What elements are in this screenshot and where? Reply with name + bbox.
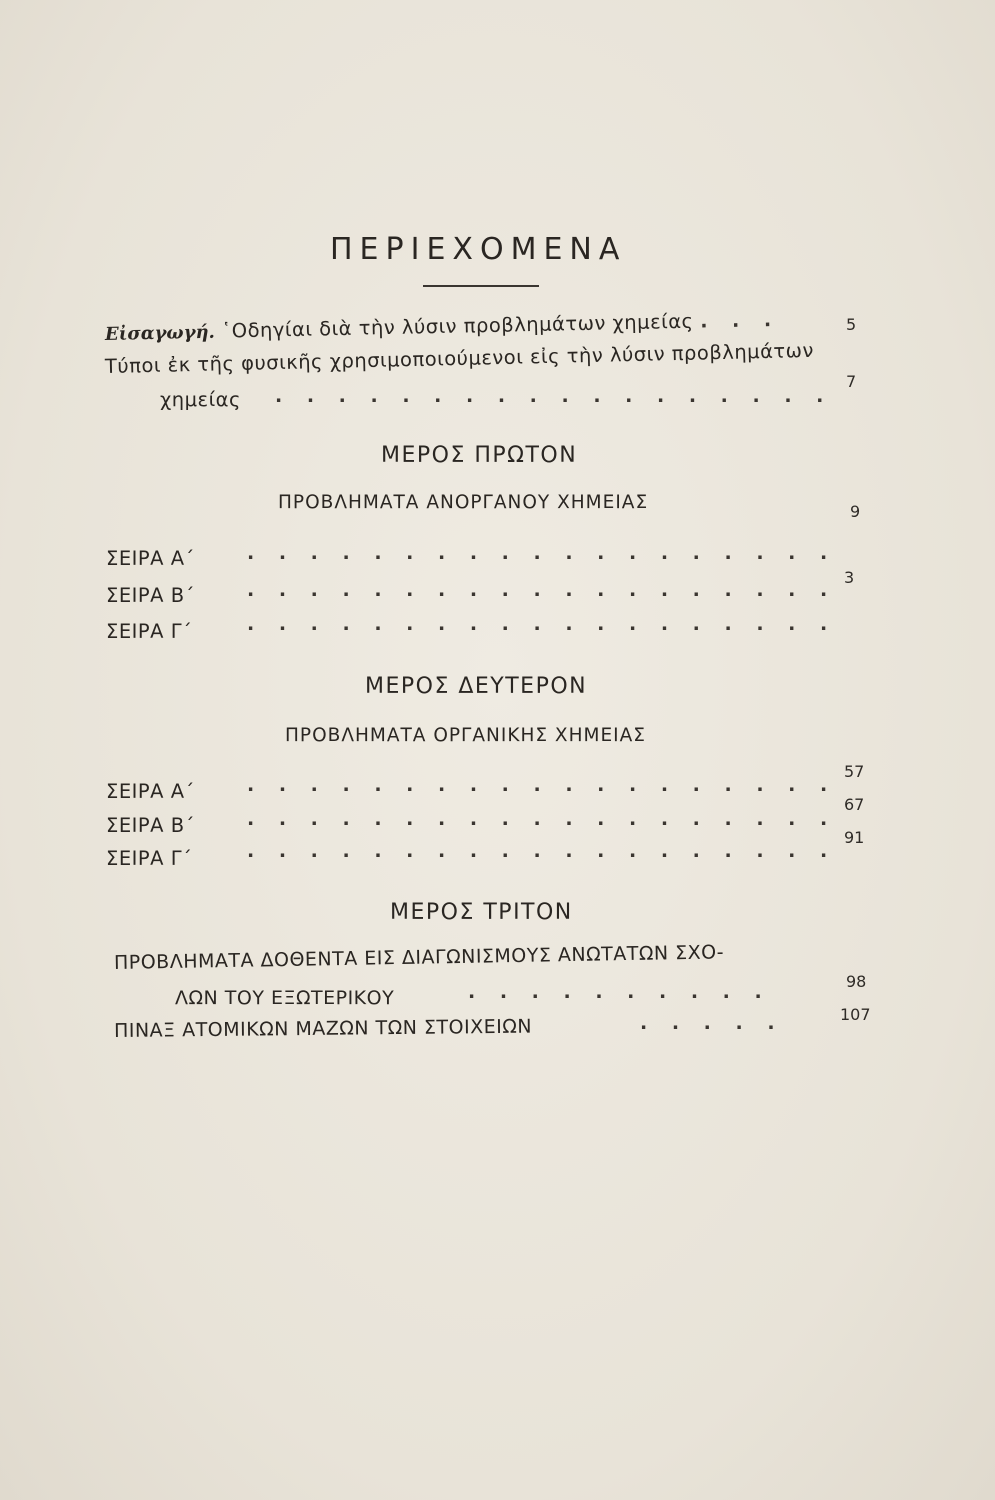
part-3-entry-1-line-1: ΠΡΟΒΛΗΜΑΤΑ ΔΟΘΕΝΤΑ ΕΙΣ ΔΙΑΓΩΝΙΣΜΟΥΣ ΑΝΩΤΑΤΩΝ ΣΧΟ- — [113, 941, 725, 974]
part-3-entry-1-line-2: ΛΩΝ ΤΟΥ ΕΞΩΤΕΡΙΚΟΥ — [175, 987, 395, 1009]
series-label: ΣΕΙΡΑ Γ΄ — [106, 620, 193, 643]
series-label: ΣΕΙΡΑ Γ΄ — [106, 847, 193, 870]
page-number: 9 — [850, 502, 861, 521]
leader-dots: . . . — [699, 308, 781, 333]
leader-dots: . . . . . . . . . . . . . . . . . . — [275, 385, 833, 407]
page-title: ΠΕΡΙΕΧΟΜΕΝΑ — [330, 232, 627, 267]
series-label: ΣΕΙΡΑ Α΄ — [106, 547, 195, 570]
series-label: ΣΕΙΡΑ Α΄ — [106, 780, 195, 803]
part-3-entry-2: ΠΙΝΑΞ ΑΤΟΜΙΚΩΝ ΜΑΖΩΝ ΤΩΝ ΣΤΟΙΧΕΙΩΝ — [113, 1015, 533, 1042]
page-number: 57 — [844, 762, 865, 781]
part-2-heading: ΜΕΡΟΣ ΔΕΥΤΕΡΟΝ — [365, 674, 588, 699]
intro-line-3-text: χημείας — [160, 388, 241, 411]
page-number: 98 — [846, 972, 867, 991]
leader-dots: . . . . . . . . . . . . . . . . . . . — [247, 542, 837, 564]
leader-dots: . . . . . — [640, 1012, 784, 1034]
series-label: ΣΕΙΡΑ Β΄ — [106, 584, 195, 607]
title-underline — [423, 285, 539, 287]
toc-intro-line-1 — [105, 308, 781, 345]
part-3-heading: ΜΕΡΟΣ ΤΡΙΤΟΝ — [390, 900, 573, 925]
page-number: 5 — [846, 315, 857, 334]
part-2-subheading: ΠΡΟΒΛΗΜΑΤΑ ΟΡΓΑΝΙΚΗΣ ΧΗΜΕΙΑΣ — [285, 725, 646, 746]
part-1-heading: ΜΕΡΟΣ ΠΡΩΤΟΝ — [381, 443, 578, 468]
toc-intro-line-3 — [160, 388, 241, 411]
intro-label: Εἰσαγωγή. — [104, 321, 216, 345]
page-number: 67 — [844, 795, 865, 814]
leader-dots: . . . . . . . . . . . . . . . . . . . — [247, 613, 837, 635]
leader-dots: . . . . . . . . . . — [468, 981, 771, 1003]
toc-intro-line-2: Τύποι ἐκ τῆς φυσικῆς χρησιμοποιούμενοι εἰς τὴν λύσιν προβλημάτων — [104, 338, 815, 378]
page-number: 7 — [846, 372, 857, 391]
leader-dots: . . . . . . . . . . . . . . . . . . . — [247, 579, 837, 601]
page-number: 107 — [840, 1005, 871, 1024]
series-label: ΣΕΙΡΑ Β΄ — [106, 814, 195, 837]
page-number: 3 — [844, 568, 855, 587]
leader-dots: . . . . . . . . . . . . . . . . . . . — [247, 774, 837, 796]
leader-dots: . . . . . . . . . . . . . . . . . . . — [247, 840, 837, 862]
intro-line-1-text: ῾Οδηγίαι διὰ τὴν λύσιν προβλημάτων χημείας — [221, 309, 694, 343]
part-1-subheading: ΠΡΟΒΛΗΜΑΤΑ ΑΝΟΡΓΑΝΟΥ ΧΗΜΕΙΑΣ — [278, 492, 649, 513]
page-number: 91 — [844, 828, 865, 847]
leader-dots: . . . . . . . . . . . . . . . . . . . — [247, 808, 837, 830]
